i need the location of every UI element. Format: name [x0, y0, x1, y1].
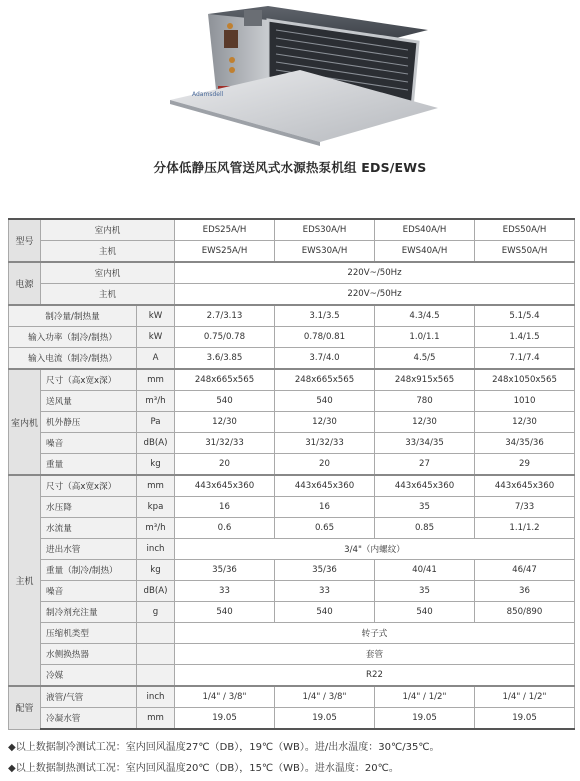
table-row: [9, 686, 575, 708]
table-row: [9, 665, 575, 687]
row-label: 水侧换热器: [41, 644, 137, 665]
value-cell: 540: [175, 391, 275, 412]
value-cell: 540: [275, 391, 375, 412]
note-cooling-conditions: ◆以上数据制冷测试工况：室内回风温度27℃（DB），19℃（WB）。进/出水温度：30℃/35℃。: [8, 742, 440, 753]
value-cell: 220V~/50Hz: [175, 284, 575, 306]
table-row: [9, 219, 575, 241]
value-cell: 35: [375, 497, 475, 518]
value-cell: 0.78/0.81: [275, 327, 375, 348]
unit-cell: Pa: [137, 412, 175, 433]
table-row: [9, 348, 575, 370]
unit-cell: kg: [137, 560, 175, 581]
row-label: 冷凝水管: [41, 708, 137, 730]
value-cell: 248x665x565: [175, 369, 275, 391]
value-cell: 248x915x565: [375, 369, 475, 391]
value-cell: 7.1/7.4: [475, 348, 575, 370]
table-row: [9, 644, 575, 665]
value-cell: 16: [275, 497, 375, 518]
model-cell: EWS40A/H: [375, 241, 475, 263]
value-cell: 19.05: [475, 708, 575, 730]
row-label: 输入电流（制冷/制热）: [9, 348, 137, 370]
unit-cell: inch: [137, 539, 175, 560]
value-cell: 1.1/1.2: [475, 518, 575, 539]
row-label: 重量（制冷/制热）: [41, 560, 137, 581]
model-cell: EWS30A/H: [275, 241, 375, 263]
value-cell: 248x1050x565: [475, 369, 575, 391]
row-label: 主机: [41, 241, 175, 263]
value-cell: 2.7/3.13: [175, 305, 275, 327]
value-cell: 35: [375, 581, 475, 602]
table-row: [9, 262, 575, 284]
model-cell: EDS25A/H: [175, 219, 275, 241]
value-cell: 5.1/5.4: [475, 305, 575, 327]
table-row: [9, 454, 575, 476]
row-label: 液管/气管: [41, 686, 137, 708]
unit-cell: g: [137, 602, 175, 623]
model-cell: EWS25A/H: [175, 241, 275, 263]
table-row: [9, 391, 575, 412]
table-row: [9, 602, 575, 623]
value-cell: 540: [375, 602, 475, 623]
unit-cell: mm: [137, 708, 175, 730]
table-row: [9, 708, 575, 730]
value-cell: 29: [475, 454, 575, 476]
unit-cell: inch: [137, 686, 175, 708]
unit-cell: mm: [137, 369, 175, 391]
unit-cell: m³/h: [137, 518, 175, 539]
unit-cell: [137, 644, 175, 665]
unit-cell: A: [137, 348, 175, 370]
value-cell: 248x665x565: [275, 369, 375, 391]
value-cell: 3/4"（内螺纹）: [175, 539, 575, 560]
value-cell: 1.4/1.5: [475, 327, 575, 348]
model-cell: EDS50A/H: [475, 219, 575, 241]
spec-table: [8, 218, 575, 730]
unit-cell: [137, 623, 175, 644]
value-cell: 443x645x360: [375, 475, 475, 497]
table-row: [9, 305, 575, 327]
table-row: [9, 327, 575, 348]
value-cell: 20: [175, 454, 275, 476]
value-cell: 27: [375, 454, 475, 476]
row-label: 尺寸（高x宽x深）: [41, 475, 137, 497]
row-label: 冷媒: [41, 665, 137, 687]
value-cell: 33/34/35: [375, 433, 475, 454]
value-cell: 0.85: [375, 518, 475, 539]
unit-cell: kg: [137, 454, 175, 476]
value-cell: 12/30: [175, 412, 275, 433]
unit-cell: kW: [137, 305, 175, 327]
row-label: 噪音: [41, 433, 137, 454]
row-label: 室内机: [41, 262, 175, 284]
value-cell: 780: [375, 391, 475, 412]
row-label: 制冷量/制热量: [9, 305, 137, 327]
value-cell: 4.5/5: [375, 348, 475, 370]
value-cell: 12/30: [475, 412, 575, 433]
value-cell: 46/47: [475, 560, 575, 581]
row-label: 机外静压: [41, 412, 137, 433]
value-cell: 220V~/50Hz: [175, 262, 575, 284]
brand-logo: Adamsdell: [192, 91, 224, 98]
value-cell: 1.0/1.1: [375, 327, 475, 348]
table-row: [9, 560, 575, 581]
value-cell: 19.05: [175, 708, 275, 730]
value-cell: 34/35/36: [475, 433, 575, 454]
table-row: [9, 623, 575, 644]
unit-cell: mm: [137, 475, 175, 497]
note-heating-conditions: ◆以上数据制热测试工况：室内回风温度20℃（DB），15℃（WB）。进水温度：20℃。: [8, 763, 399, 774]
value-cell: 20: [275, 454, 375, 476]
value-cell: 850/890: [475, 602, 575, 623]
value-cell: 33: [175, 581, 275, 602]
model-cell: EWS50A/H: [475, 241, 575, 263]
value-cell: 540: [275, 602, 375, 623]
table-row: [9, 581, 575, 602]
table-row: [9, 369, 575, 391]
row-label: 水流量: [41, 518, 137, 539]
group-label-piping: 配管: [9, 686, 41, 729]
row-label: 送风量: [41, 391, 137, 412]
value-cell: 1010: [475, 391, 575, 412]
row-label: 重量: [41, 454, 137, 476]
table-row: [9, 412, 575, 433]
value-cell: 3.6/3.85: [175, 348, 275, 370]
unit-cell: dB(A): [137, 581, 175, 602]
table-row: [9, 497, 575, 518]
table-row: [9, 241, 575, 263]
row-label: 噪音: [41, 581, 137, 602]
value-cell: 3.7/4.0: [275, 348, 375, 370]
unit-cell: dB(A): [137, 433, 175, 454]
row-label: 进出水管: [41, 539, 137, 560]
model-cell: EDS40A/H: [375, 219, 475, 241]
value-cell: 443x645x360: [175, 475, 275, 497]
group-label-model: 型号: [9, 219, 41, 262]
value-cell: 36: [475, 581, 575, 602]
table-row: [9, 475, 575, 497]
value-cell: 1/4" / 3/8": [275, 686, 375, 708]
unit-cell: kW: [137, 327, 175, 348]
value-cell: 1/4" / 1/2": [375, 686, 475, 708]
value-cell: 12/30: [275, 412, 375, 433]
value-cell: 1/4" / 3/8": [175, 686, 275, 708]
value-cell: 31/32/33: [175, 433, 275, 454]
table-row: [9, 518, 575, 539]
value-cell: 19.05: [275, 708, 375, 730]
product-image: [150, 0, 440, 150]
row-label: 压缩机类型: [41, 623, 137, 644]
value-cell: 540: [175, 602, 275, 623]
table-row: [9, 284, 575, 306]
row-label: 主机: [41, 284, 175, 306]
value-cell: 12/30: [375, 412, 475, 433]
value-cell: 7/33: [475, 497, 575, 518]
model-cell: EDS30A/H: [275, 219, 375, 241]
value-cell: 443x645x360: [275, 475, 375, 497]
value-cell: 19.05: [375, 708, 475, 730]
group-label-indoor: 室内机: [9, 369, 41, 475]
unit-cell: kpa: [137, 497, 175, 518]
table-row: [9, 433, 575, 454]
table-row: [9, 539, 575, 560]
row-label: 制冷剂充注量: [41, 602, 137, 623]
unit-cell: m³/h: [137, 391, 175, 412]
value-cell: 31/32/33: [275, 433, 375, 454]
group-label-power: 电源: [9, 262, 41, 305]
row-label: 输入功率（制冷/制热）: [9, 327, 137, 348]
value-cell: 35/36: [175, 560, 275, 581]
row-label: 尺寸（高x宽x深）: [41, 369, 137, 391]
value-cell: 1/4" / 1/2": [475, 686, 575, 708]
value-cell: 0.65: [275, 518, 375, 539]
value-cell: 443x645x360: [475, 475, 575, 497]
value-cell: 套管: [175, 644, 575, 665]
row-label: 水压降: [41, 497, 137, 518]
row-label: 室内机: [41, 219, 175, 241]
value-cell: 转子式: [175, 623, 575, 644]
value-cell: 16: [175, 497, 275, 518]
value-cell: 0.6: [175, 518, 275, 539]
unit-cell: [137, 665, 175, 687]
page-title: 分体低静压风管送风式水源热泵机组 EDS/EWS: [153, 160, 427, 175]
value-cell: 40/41: [375, 560, 475, 581]
value-cell: 35/36: [275, 560, 375, 581]
value-cell: 33: [275, 581, 375, 602]
value-cell: R22: [175, 665, 575, 687]
group-label-outdoor: 主机: [9, 475, 41, 686]
value-cell: 0.75/0.78: [175, 327, 275, 348]
value-cell: 4.3/4.5: [375, 305, 475, 327]
value-cell: 3.1/3.5: [275, 305, 375, 327]
